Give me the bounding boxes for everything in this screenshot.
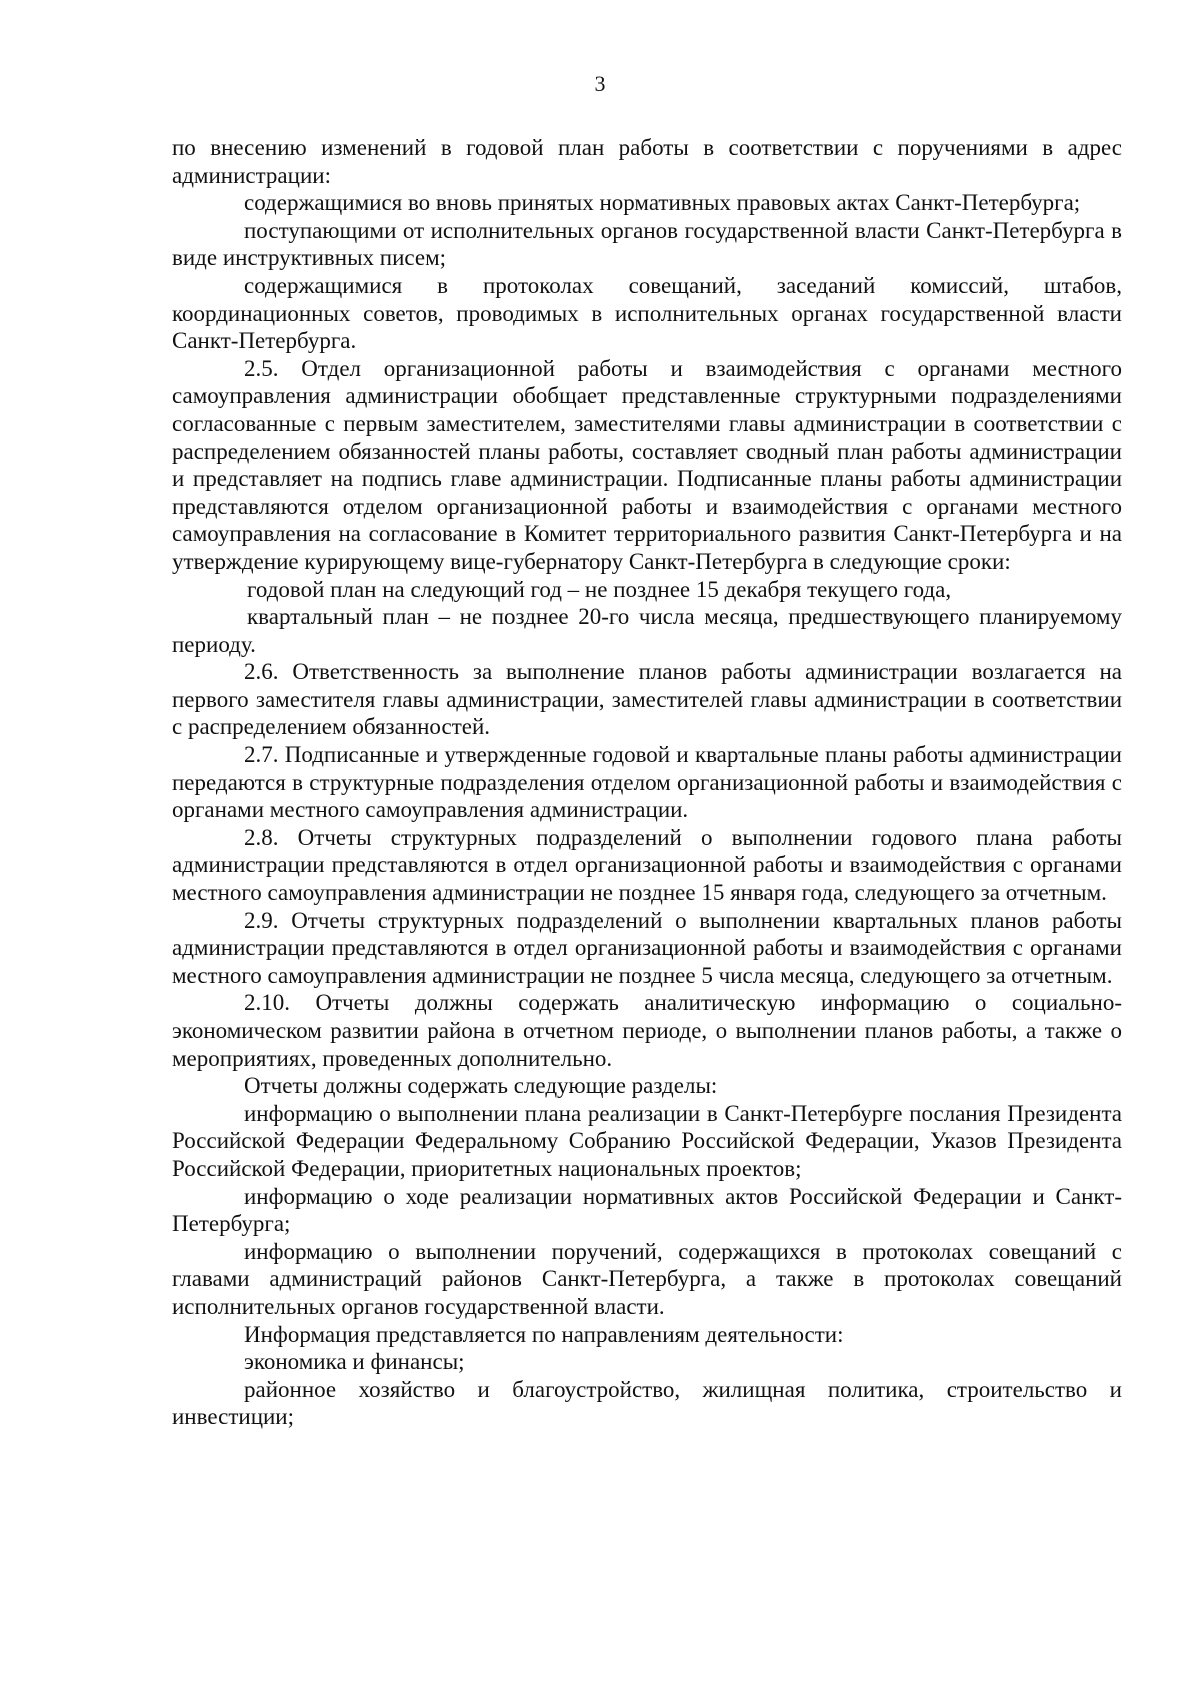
- paragraph: информацию о выполнении плана реализации в Санкт-Петербурге послания Президента Российской Федерации Федеральному Собранию Российской Федерации, Указов Президента Российской Федерации, приоритетных национальных проектов;: [172, 1100, 1122, 1181]
- paragraph: поступающими от исполнительных органов государственной власти Санкт-Петербурга в виде инструктивных писем;: [172, 217, 1122, 271]
- paragraph: по внесению изменений в годовой план работы в соответствии с поручениями в адрес администрации:: [172, 135, 1122, 188]
- paragraph: районное хозяйство и благоустройство, жилищная политика, строительство и инвестиции;: [172, 1376, 1122, 1430]
- paragraph: годовой план на следующий год – не позднее 15 декабря текущего года,: [247, 576, 952, 602]
- paragraph: содержащимися в протоколах совещаний, заседаний комиссий, штабов, координационных советов, проводимых в исполнительных органах государственной власти Санкт-Петербурга.: [172, 272, 1122, 354]
- paragraph: 2.7. Подписанные и утвержденные годовой и квартальные планы работы администрации передаются в структурные подразделения отделом организационной работы и взаимодействия с органами местного самоуправления администрации.: [172, 742, 1122, 823]
- paragraph: содержащимися во вновь принятых нормативных правовых актах Санкт-Петербурга;: [244, 190, 1081, 216]
- paragraph: квартальный план – не позднее 20-го числа месяца, предшествующего планируемому периоду.: [172, 604, 1122, 657]
- document-body: [172, 134, 1122, 1431]
- paragraph: Отчеты должны содержать следующие разделы:: [244, 1073, 718, 1099]
- paragraph: информацию о выполнении поручений, содержащихся в протоколах совещаний с главами администраций районов Санкт-Петербурга, а также в протоколах совещаний исполнительных органов государственной власти.: [172, 1238, 1122, 1319]
- paragraph: информацию о ходе реализации нормативных актов Российской Федерации и Санкт-Петербурга;: [172, 1183, 1122, 1237]
- page-number: 3: [594, 71, 606, 96]
- paragraph: 2.10. Отчеты должны содержать аналитическую информацию о социально-экономическом развитии района в отчетном периоде, о выполнении планов работы, а также о мероприятиях, проведенных дополнительно.: [172, 990, 1122, 1071]
- paragraph: 2.5. Отдел организационной работы и взаимодействия с органами местного самоуправления администрации обобщает представленные структурными подразделениями согласованные с первым заместителем, заместителями главы администрации в соответствии с распределением обязанностей планы работы, составляет сводный план работы администрации и представляет на подпись главе администрации. Подписанные планы работы администрации представляются отделом организационной работы и взаимодействия с органами местного самоуправления на согласование в Комитет территориального развития Санкт-Петербурга и на утверждение курирующему вице-губернатору Санкт-Петербурга в следующие сроки:: [172, 355, 1122, 574]
- paragraph: 2.6. Ответственность за выполнение планов работы администрации возлагается на первого заместителя главы администрации, заместителей главы администрации в соответствии с распределением обязанностей.: [172, 659, 1122, 740]
- paragraph: 2.8. Отчеты структурных подразделений о выполнении годового плана работы администрации представляются в отдел организационной работы и взаимодействия с органами местного самоуправления администрации не позднее 15 января года, следующего за отчетным.: [172, 824, 1122, 906]
- paragraph: 2.9. Отчеты структурных подразделений о выполнении квартальных планов работы администрации представляются в отдел организационной работы и взаимодействия с органами местного самоуправления администрации не позднее 5 числа месяца, следующего за отчетным.: [172, 907, 1122, 988]
- paragraph: Информация представляется по направлениям деятельности:: [244, 1321, 844, 1347]
- paragraph: экономика и финансы;: [244, 1349, 465, 1375]
